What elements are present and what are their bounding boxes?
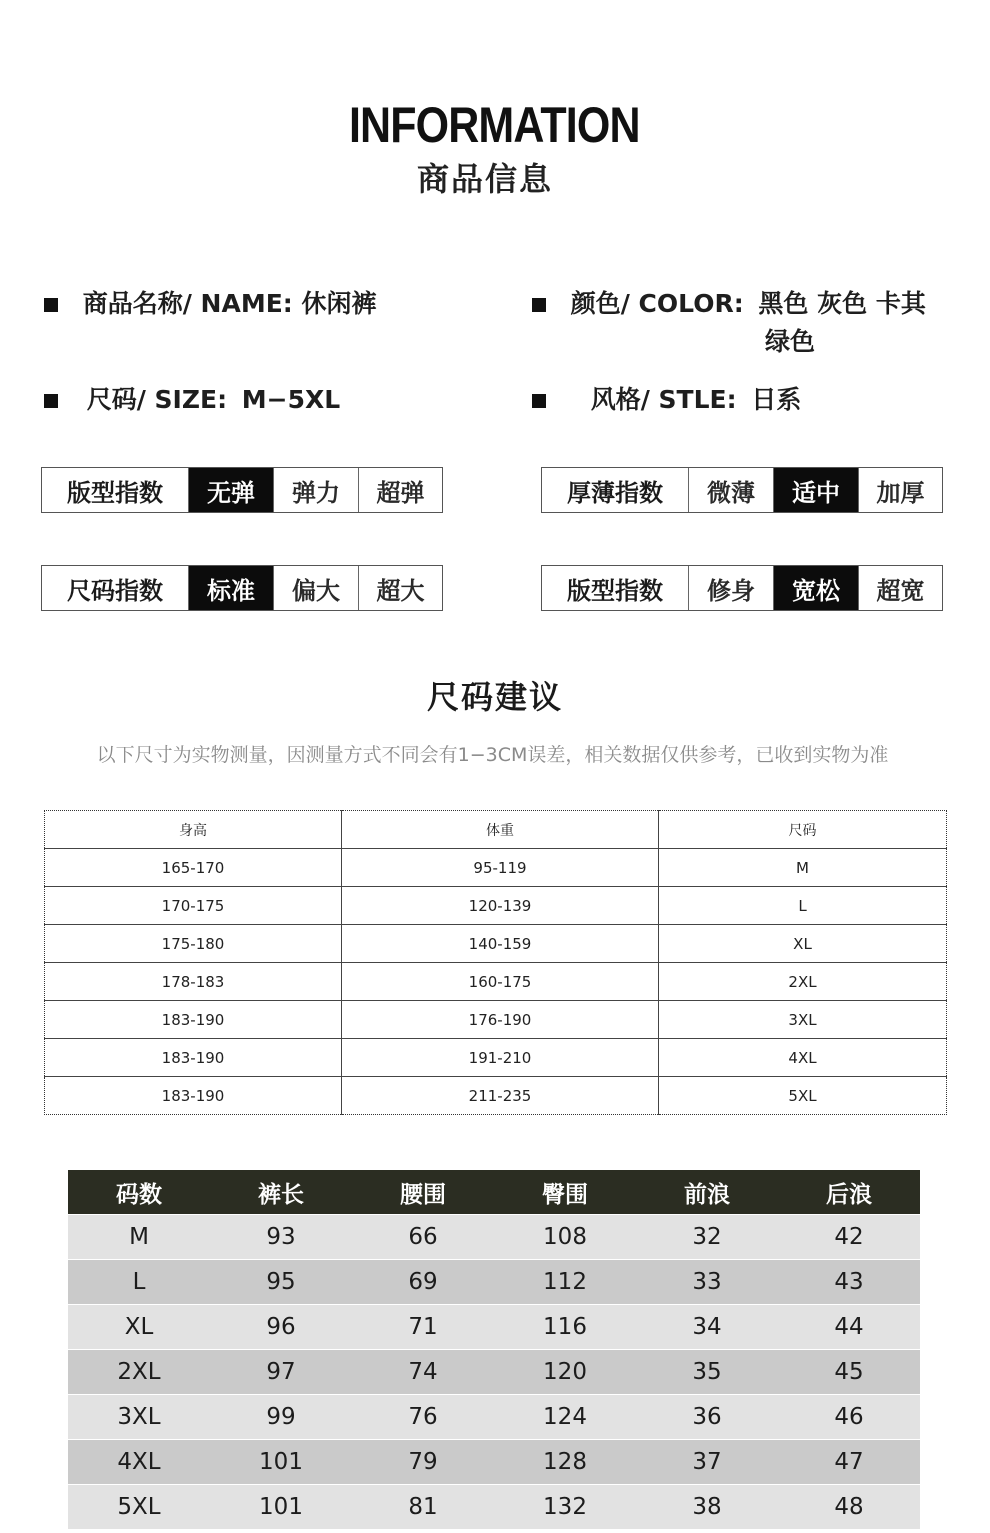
table-cell: 45	[778, 1350, 920, 1395]
table-cell: 120	[494, 1350, 636, 1395]
table-row	[68, 1485, 920, 1530]
table-cell: 95-119	[342, 849, 659, 887]
table-cell: 42	[778, 1215, 920, 1260]
table-cell: 97	[210, 1350, 352, 1395]
info-name-value: 休闲裤	[301, 289, 377, 318]
table-cell: 33	[636, 1260, 778, 1305]
size-advice-note: 以下尺寸为实物测量，因测量方式不同会有1−3CM误差，相关数据仅供参考，已收到实物为准	[96, 744, 889, 766]
size-advice-header-weight: 体重	[342, 811, 659, 849]
index-thickness-option-1: 适中	[773, 468, 858, 512]
table-row	[68, 1260, 920, 1305]
table-row	[68, 1350, 920, 1395]
table-cell: 3XL	[68, 1395, 210, 1440]
index-thickness-option-0: 微薄	[688, 468, 773, 512]
size-advice-title: 尺码建议	[426, 678, 563, 716]
table-cell: 96	[210, 1305, 352, 1350]
table-cell: 3XL	[659, 1001, 947, 1039]
table-cell: 178-183	[45, 963, 342, 1001]
table-cell: 36	[636, 1395, 778, 1440]
table-cell: 35	[636, 1350, 778, 1395]
info-size	[44, 380, 340, 416]
table-cell: 76	[352, 1395, 494, 1440]
index-sizing-option-0: 标准	[188, 566, 273, 610]
table-cell: L	[68, 1260, 210, 1305]
table-row	[45, 963, 947, 1001]
table-cell: M	[68, 1215, 210, 1260]
table-row	[45, 849, 947, 887]
info-size-value: M−5XL	[241, 385, 341, 414]
table-cell: 5XL	[659, 1077, 947, 1115]
table-cell: 74	[352, 1350, 494, 1395]
table-cell: 34	[636, 1305, 778, 1350]
table-cell: 108	[494, 1215, 636, 1260]
index-elastic-option-0: 无弹	[188, 468, 273, 512]
table-cell: 112	[494, 1260, 636, 1305]
table-row	[68, 1395, 920, 1440]
table-row	[68, 1215, 920, 1260]
table-cell: 124	[494, 1395, 636, 1440]
index-fit	[541, 565, 943, 611]
index-sizing-label: 尺码指数	[67, 576, 163, 605]
index-fit-option-2: 超宽	[858, 566, 942, 610]
info-name-label: 商品名称/ NAME:	[82, 289, 293, 318]
table-row	[68, 1305, 920, 1350]
table-cell: 69	[352, 1260, 494, 1305]
table-row	[45, 1077, 947, 1115]
index-fit-option-1: 宽松	[773, 566, 858, 610]
index-thickness-label: 厚薄指数	[567, 478, 663, 507]
info-style-value: 日系	[751, 385, 802, 414]
table-cell: 101	[210, 1485, 352, 1530]
table-row	[45, 925, 947, 963]
measurement-header-length: 裤长	[210, 1170, 352, 1215]
table-cell: 38	[636, 1485, 778, 1530]
measurement-header-size: 码数	[68, 1170, 210, 1215]
table-cell: 48	[778, 1485, 920, 1530]
title-chinese: 商品信息	[416, 160, 553, 198]
index-thickness	[541, 467, 943, 513]
size-advice-header-size: 尺码	[659, 811, 947, 849]
table-cell: 120-139	[342, 887, 659, 925]
table-cell: 79	[352, 1440, 494, 1485]
table-cell: 132	[494, 1485, 636, 1530]
table-cell: 2XL	[68, 1350, 210, 1395]
table-cell: 183-190	[45, 1039, 342, 1077]
table-cell: 4XL	[659, 1039, 947, 1077]
index-fit-option-0: 修身	[688, 566, 773, 610]
table-cell: 170-175	[45, 887, 342, 925]
table-cell: 183-190	[45, 1001, 342, 1039]
table-cell: 2XL	[659, 963, 947, 1001]
info-color-value-line2: 绿色	[765, 327, 816, 356]
measurement-header-waist: 腰围	[352, 1170, 494, 1215]
table-row	[45, 1001, 947, 1039]
table-cell: 191-210	[342, 1039, 659, 1077]
info-style-label: 风格/ STLE:	[590, 385, 737, 414]
table-cell: 99	[210, 1395, 352, 1440]
size-advice-header-row	[45, 811, 947, 849]
measurement-header-front-rise: 前浪	[636, 1170, 778, 1215]
table-row	[45, 887, 947, 925]
table-cell: M	[659, 849, 947, 887]
table-cell: 4XL	[68, 1440, 210, 1485]
table-cell: 165-170	[45, 849, 342, 887]
index-sizing-option-1: 偏大	[273, 566, 358, 610]
table-cell: 93	[210, 1215, 352, 1260]
table-cell: 43	[778, 1260, 920, 1305]
info-size-label: 尺码/ SIZE:	[86, 385, 228, 414]
table-cell: 71	[352, 1305, 494, 1350]
table-cell: 47	[778, 1440, 920, 1485]
measurement-table	[68, 1170, 920, 1530]
bullet-square-icon	[44, 298, 58, 312]
table-cell: 101	[210, 1440, 352, 1485]
bullet-square-icon	[532, 394, 546, 408]
table-cell: 81	[352, 1485, 494, 1530]
info-name	[44, 284, 377, 320]
table-cell: XL	[659, 925, 947, 963]
title-english: INFORMATION	[348, 97, 640, 153]
size-advice-header-height: 身高	[179, 822, 207, 839]
table-cell: 5XL	[68, 1485, 210, 1530]
measurement-header-row	[68, 1170, 920, 1215]
table-cell: 46	[778, 1395, 920, 1440]
info-color-value: 黑色 灰色 卡其	[758, 289, 926, 318]
table-cell: 183-190	[45, 1077, 342, 1115]
table-cell: 211-235	[342, 1077, 659, 1115]
table-cell: XL	[68, 1305, 210, 1350]
index-fit-label: 版型指数	[567, 576, 663, 605]
table-cell: 66	[352, 1215, 494, 1260]
size-advice-table	[44, 810, 947, 1115]
table-cell: 175-180	[45, 925, 342, 963]
table-cell: 116	[494, 1305, 636, 1350]
table-cell: 140-159	[342, 925, 659, 963]
index-elastic-option-1: 弹力	[273, 468, 358, 512]
info-color	[532, 284, 926, 320]
table-row	[45, 1039, 947, 1077]
table-cell: 44	[778, 1305, 920, 1350]
table-cell: 176-190	[342, 1001, 659, 1039]
index-elastic	[41, 467, 443, 513]
index-thickness-option-2: 加厚	[858, 468, 942, 512]
index-sizing	[41, 565, 443, 611]
table-cell: 32	[636, 1215, 778, 1260]
info-color-label: 颜色/ COLOR:	[570, 289, 744, 318]
measurement-header-hip: 臀围	[494, 1170, 636, 1215]
index-elastic-option-2: 超弹	[358, 468, 442, 512]
bullet-square-icon	[532, 298, 546, 312]
table-cell: 128	[494, 1440, 636, 1485]
measurement-header-back-rise: 后浪	[778, 1170, 920, 1215]
table-row	[68, 1440, 920, 1485]
table-cell: L	[659, 887, 947, 925]
index-sizing-option-2: 超大	[358, 566, 442, 610]
bullet-square-icon	[44, 394, 58, 408]
index-elastic-label: 版型指数	[67, 478, 163, 507]
table-cell: 95	[210, 1260, 352, 1305]
info-style	[532, 380, 801, 416]
table-cell: 160-175	[342, 963, 659, 1001]
table-cell: 37	[636, 1440, 778, 1485]
